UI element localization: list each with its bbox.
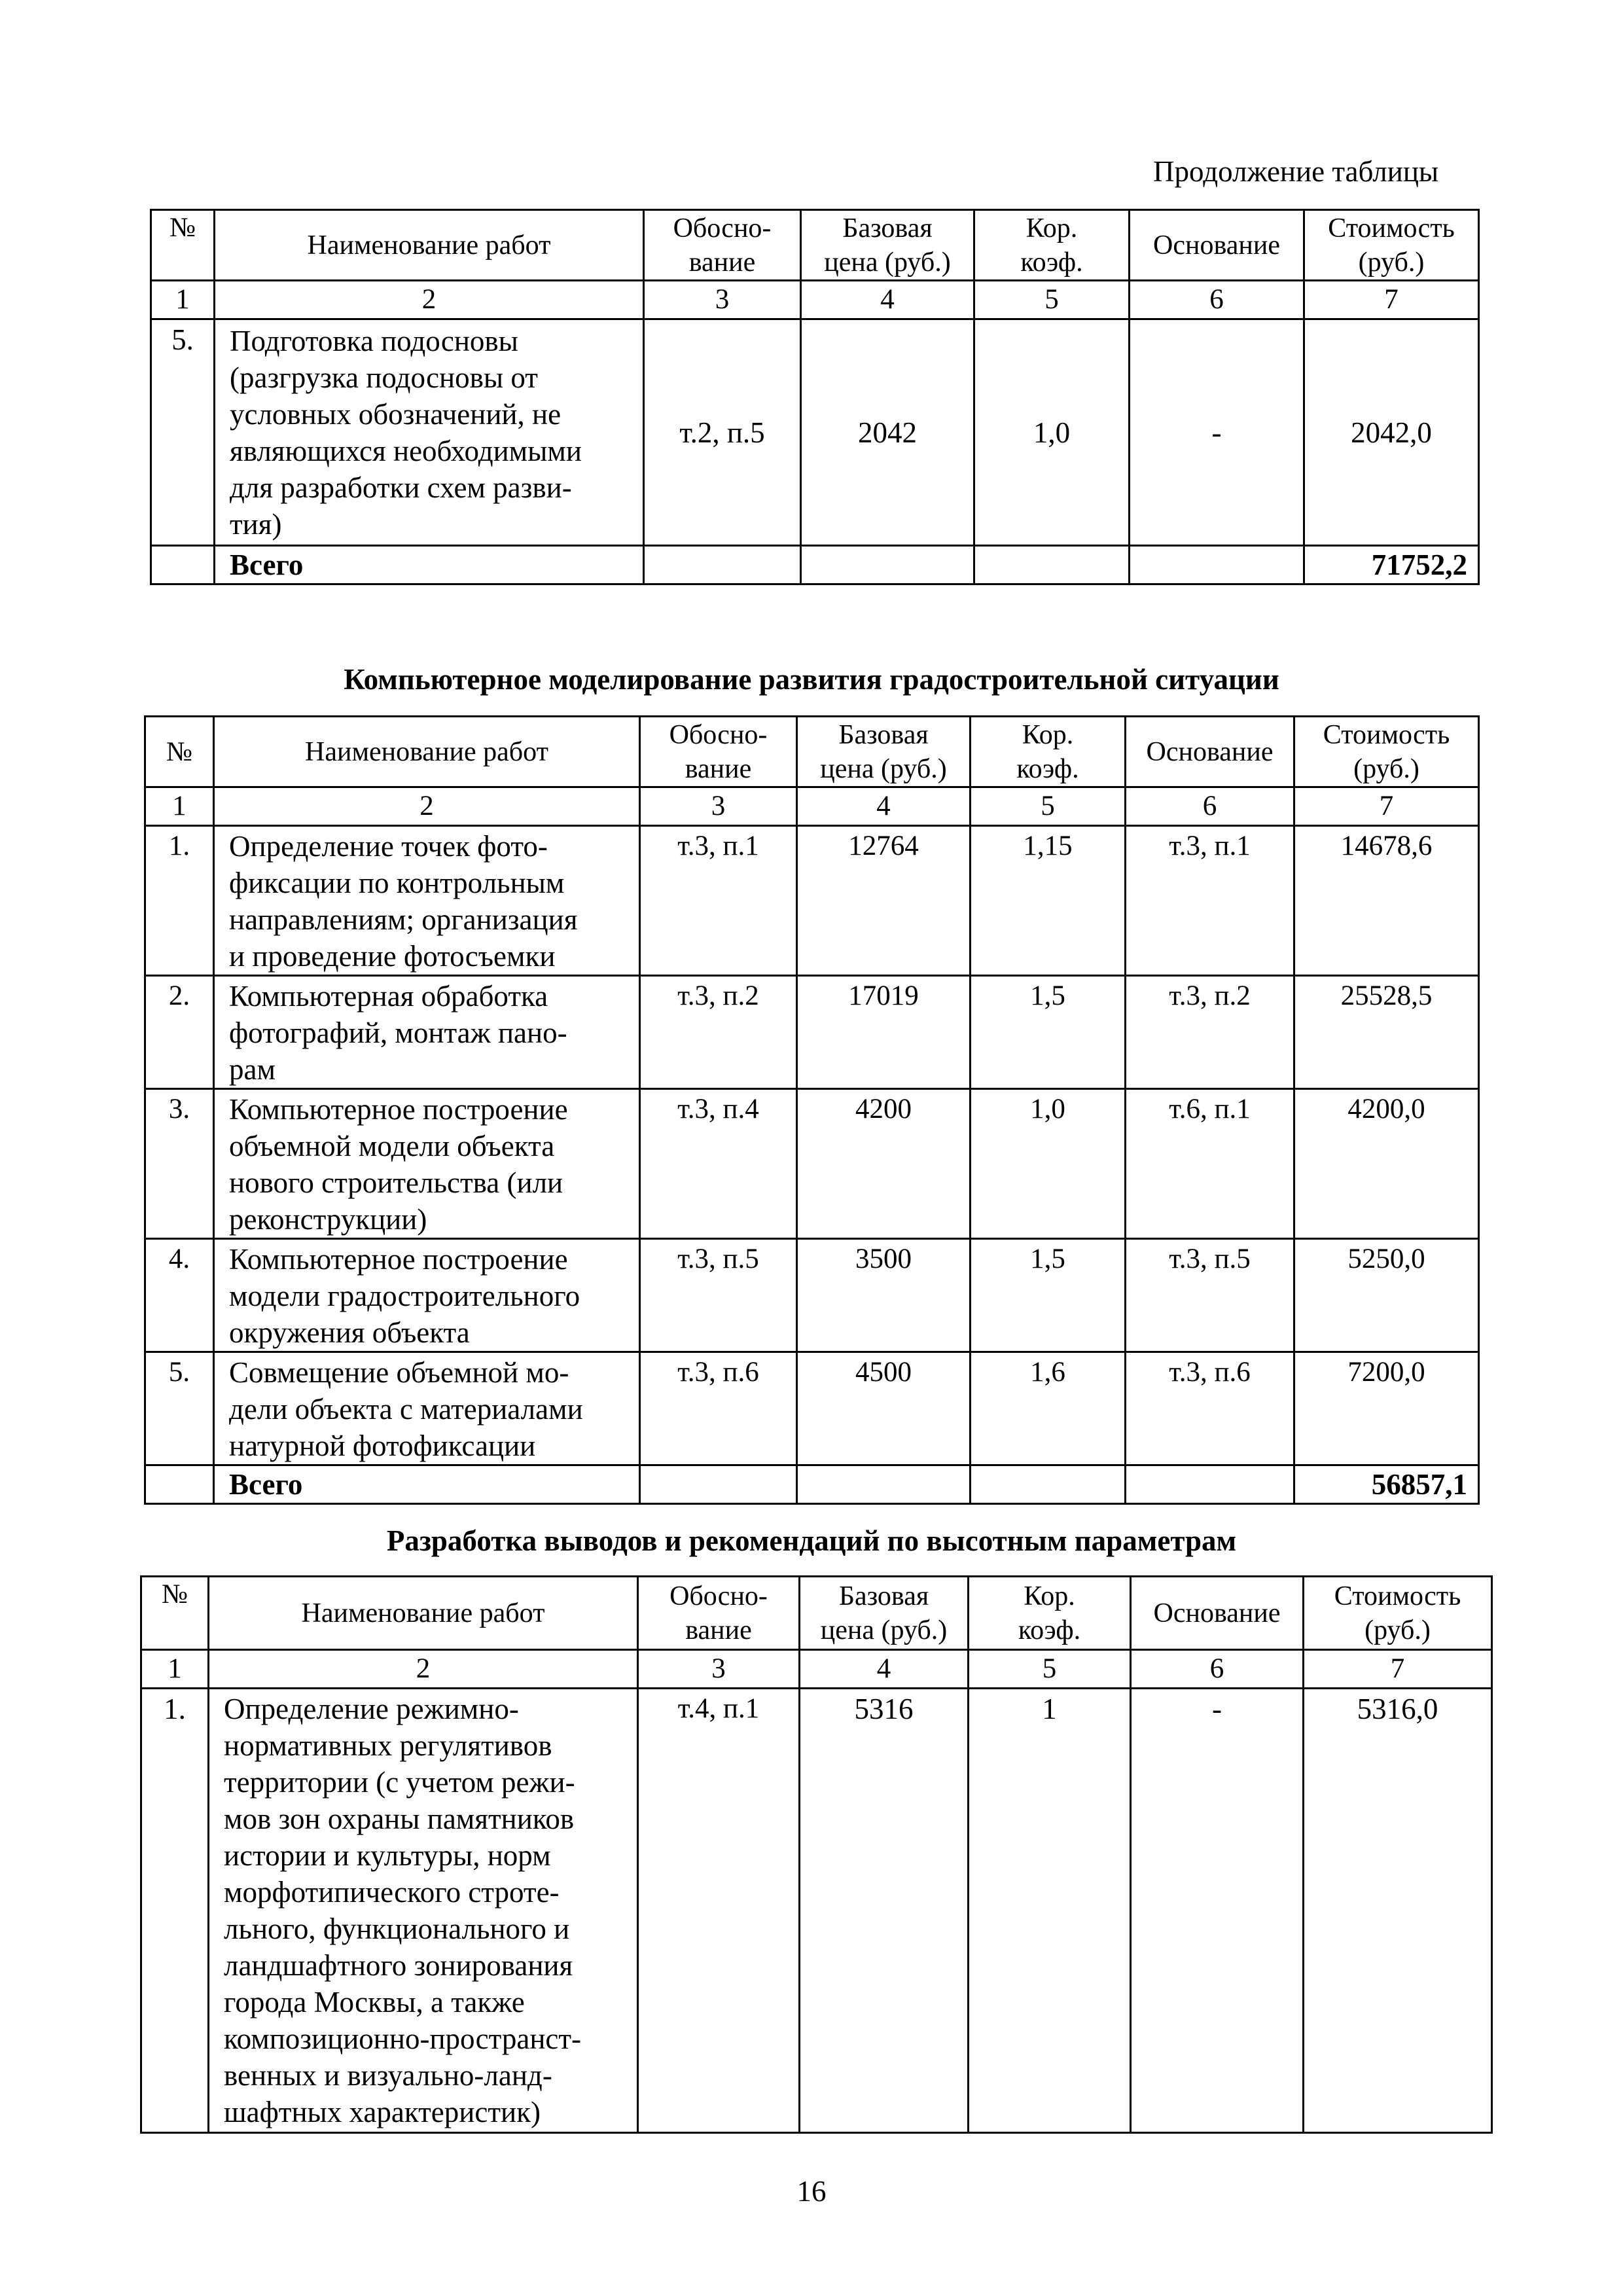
header-basis: Обосно- вание xyxy=(644,210,801,281)
header-coef: Кор. коэф. xyxy=(969,1577,1131,1650)
row-name: Компьютерное построение объемной модели объекта нового строительства (или реконструкции) xyxy=(214,1089,640,1239)
table-row: 2. Компьютерная обработка фотографий, монтаж пано- рам т.3, п.2 17019 1,5 т.3, п.2 25528,5 xyxy=(145,976,1479,1089)
header-price: Базовая цена (руб.) xyxy=(797,717,971,787)
table-row: 3. Компьютерное построение объемной модели объекта нового строительства (или реконструкции) т.3, п.4 4200 1,0 т.6, п.1 4200,0 xyxy=(145,1089,1479,1239)
header-no: № xyxy=(145,717,214,787)
table-row: 1. Определение точек фото- фиксации по контрольным направлениям; организация и проведение фотосъемки т.3, п.1 12764 1,15 т.3, п.1 14678,6 xyxy=(145,826,1479,976)
table-continuation xyxy=(150,209,1480,585)
table-row: 5. Подготовка подосновы (разгрузка подосновы от условных обозначений, не являющихся необходимыми для разработки схем разви- тия) т.2, п.5 2042 1,0 - 2042,0 xyxy=(151,319,1479,546)
table-row: 5. Совмещение объемной мо- дели объекта с материалами натурной фотофиксации т.3, п.6 4500 1,6 т.3, п.6 7200,0 xyxy=(145,1352,1479,1465)
row-name: Подготовка подосновы (разгрузка подосновы от условных обозначений, не являющихся необходимыми для разработки схем разви- тия) xyxy=(215,319,644,546)
row-name: Совмещение объемной мо- дели объекта с материалами натурной фотофиксации xyxy=(214,1352,640,1465)
header-basis: Обосно- вание xyxy=(640,717,797,787)
row-name: Компьютерная обработка фотографий, монтаж пано- рам xyxy=(214,976,640,1089)
row-name: Определение режимно- нормативных регулятивов территории (с учетом режи- мов зон охраны памятников истории и культуры, норм морфотипического строте- льного, функционального и ландшафтного зонирования города Москвы, а также композиционно-пространст- венных и визуально-ланд- шафтных характеристик) xyxy=(209,1689,638,2133)
total-label: Всего xyxy=(214,1465,640,1504)
row-name: Определение точек фото- фиксации по контрольным направлениям; организация и проведение фотосъемки xyxy=(214,826,640,976)
header-price: Базовая цена (руб.) xyxy=(800,1577,969,1650)
table-modeling xyxy=(144,715,1480,1505)
header-name: Наименование работ xyxy=(214,717,640,787)
header-no: № xyxy=(141,1577,209,1650)
header-name: Наименование работ xyxy=(209,1577,638,1650)
header-cost: Стоимость (руб.) xyxy=(1304,1577,1492,1650)
header-ground: Основание xyxy=(1126,717,1294,787)
header-coef: Кор. коэф. xyxy=(974,210,1130,281)
total-row xyxy=(151,546,1479,584)
column-number-row: 1 2 3 4 5 6 7 xyxy=(145,787,1479,826)
total-value: 71752,2 xyxy=(1304,546,1479,584)
continuation-note: Продолжение таблицы xyxy=(1153,155,1439,188)
header-name: Наименование работ xyxy=(215,210,644,281)
header-ground: Основание xyxy=(1131,1577,1304,1650)
table-recommendations xyxy=(140,1575,1493,2134)
column-number-row: 1 2 3 4 5 6 7 xyxy=(151,281,1479,319)
total-value: 56857,1 xyxy=(1294,1465,1479,1504)
header-cost: Стоимость (руб.) xyxy=(1304,210,1479,281)
table-row: 4. Компьютерное построение модели градостроительного окружения объекта т.3, п.5 3500 1,5 т.3, п.5 5250,0 xyxy=(145,1239,1479,1352)
total-label: Всего xyxy=(215,546,644,584)
row-name: Компьютерное построение модели градостроительного окружения объекта xyxy=(214,1239,640,1352)
header-basis: Обосно- вание xyxy=(638,1577,800,1650)
header-coef: Кор. коэф. xyxy=(971,717,1126,787)
section-title-modeling: Компьютерное моделирование развития градостроительной ситуации xyxy=(344,663,1279,696)
header-no: № xyxy=(151,210,215,281)
header-cost: Стоимость (руб.) xyxy=(1294,717,1479,787)
table-row: 1. Определение режимно- нормативных регулятивов территории (с учетом режи- мов зон охраны памятников истории и культуры, норм морфотипического строте- льного, функционального и ландшафтного зонирования города Москвы, а также композиционно-пространст- венных и визуально-ланд- шафтных характеристик) т.4, п.1 5316 1 - 5316,0 xyxy=(141,1689,1492,2133)
total-row xyxy=(145,1465,1479,1504)
page-number: 16 xyxy=(796,2175,827,2208)
column-number-row: 1 2 3 4 5 6 7 xyxy=(141,1650,1492,1689)
section-title-recommendations: Разработка выводов и рекомендаций по высотным параметрам xyxy=(386,1524,1237,1557)
header-ground: Основание xyxy=(1130,210,1304,281)
header-price: Базовая цена (руб.) xyxy=(801,210,974,281)
